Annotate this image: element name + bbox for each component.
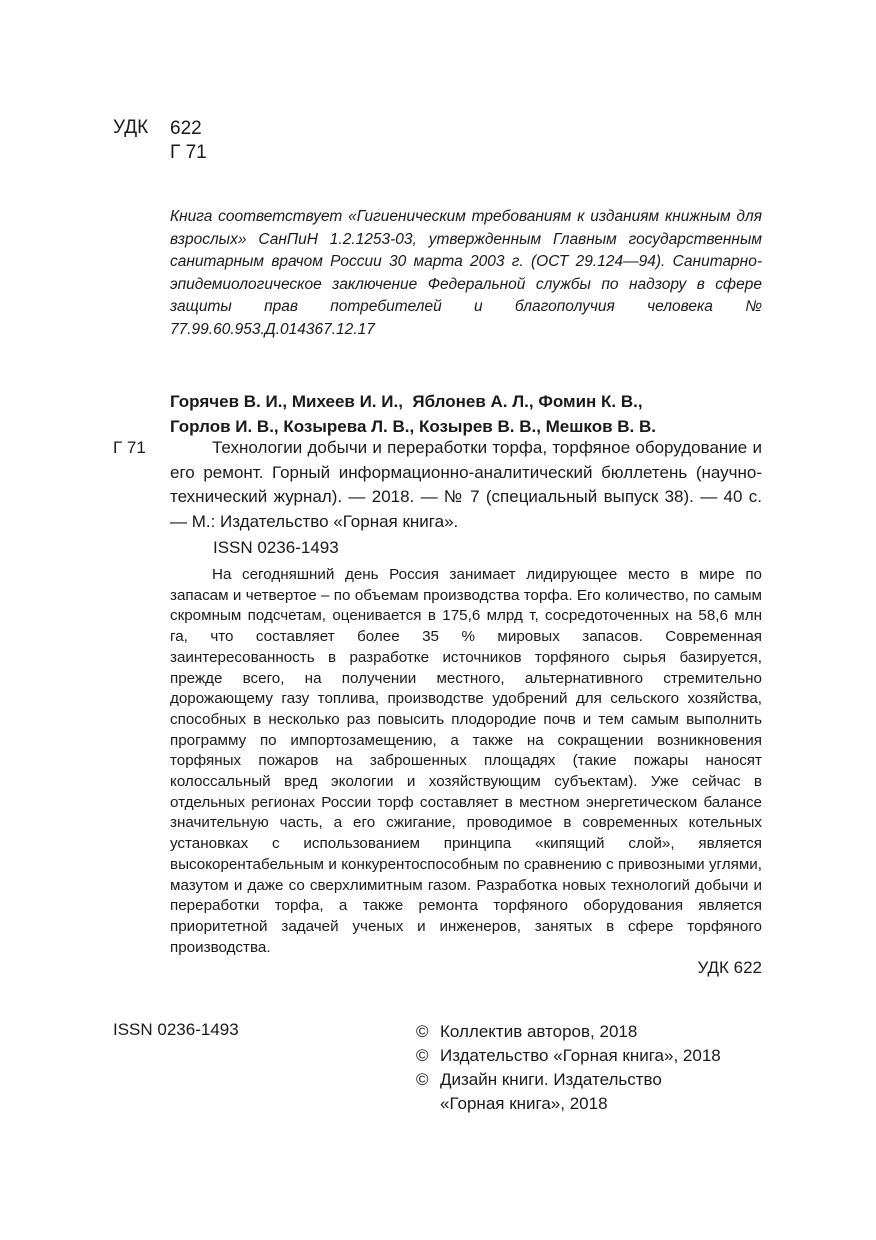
issn-bottom: ISSN 0236-1493 (113, 1020, 239, 1039)
copyright-icon: © (416, 1022, 429, 1041)
abstract: На сегодняшний день Россия занимает лидирующее место в мире по запасам и четвертое – по объемам производства торфа. Его количество, по самым скромным подсчетам, оценивается в 175,6 млрд т, сосредоточенных на 58,6 млн га, что составляет более 35 % мировых запасов. Современная заинтересованность в разработке источников торфяного сырья базируется, прежде всего, на получении местного, альтернативного стремительно дорожающему газу топлива, производстве удобрений для сельского хозяйства, способных в несколько раз повысить плодородие почв и тем самым выполнить программу по импортозамещению, а также на сокращении возникновения торфяных пожаров на заброшенных площадях (такие пожары наносят колоссальный вред экологии и хозяйствующим субъектам). Уже сейчас в отдельных регионах России торф составляет в местном энергетическом балансе значительную часть, а его сжигание, проводимое в современных котельных установках с использованием принципа «кипящий слой», является высокорентабельным и конкурентоспособным по сравнению с привозными углями, мазутом и даже со сверхлимитным газом. Разработка новых технологий добычи и переработки торфа, а также ремонта торфяного оборудования является приоритетной задачей ученых и инженеров, занятых в сфере торфяного производства. (170, 566, 762, 956)
catalog-code: Г 71 (113, 438, 146, 457)
authors-line-1: Горячев В. И., Михеев И. И., Яблонев А. Л., Фомин К. В., (170, 392, 643, 411)
udk-code: Г 71 (170, 142, 207, 163)
udk-label: УДК (113, 117, 149, 138)
copyright-text-2: Издательство «Горная книга», 2018 (440, 1046, 721, 1065)
copyright-line-2 (416, 1044, 721, 1068)
issn: ISSN 0236-1493 (213, 538, 339, 557)
copyright-icon: © (416, 1046, 429, 1065)
authors-line-2: Горлов И. В., Козырева Л. В., Козырев В. В., Мешков В. В. (170, 417, 656, 436)
copyright-icon: © (416, 1070, 429, 1089)
bibliographic-description: Технологии добычи и переработки торфа, торфяное оборудование и его ремонт. Горный информационно-аналитический бюллетень (научно-технический журнал). — 2018. — № 7 (специальный выпуск 38). — 40 с. — М.: Издательство «Горная книга». (170, 438, 762, 531)
compliance-note: Книга соответствует «Гигиеническим требованиям к изданиям книжным для взрослых» СанПиН 1.2.1253-03, утвержденным Главным государственным санитарным врачом России 30 марта 2003 г. (ОСТ 29.124—94). Санитарно-эпидемиологическое заключение Федеральной службы по надзору в сфере защиты прав потребителей и благополучия человека № 77.99.60.953.Д.014367.12.17 (170, 208, 762, 338)
copyright-line-3-cont (416, 1092, 721, 1116)
copyright-line-1 (416, 1020, 721, 1044)
copyright-line-3 (416, 1068, 721, 1092)
udk-number-block (170, 117, 207, 165)
authors (170, 389, 656, 439)
copyright-block (416, 1020, 721, 1116)
udk-number: 622 (170, 118, 202, 139)
copyright-text-3b: «Горная книга», 2018 (440, 1094, 608, 1113)
udk-bottom: УДК 622 (697, 958, 762, 977)
copyright-text-1: Коллектив авторов, 2018 (440, 1022, 638, 1041)
copyright-text-3a: Дизайн книги. Издательство (440, 1070, 662, 1089)
